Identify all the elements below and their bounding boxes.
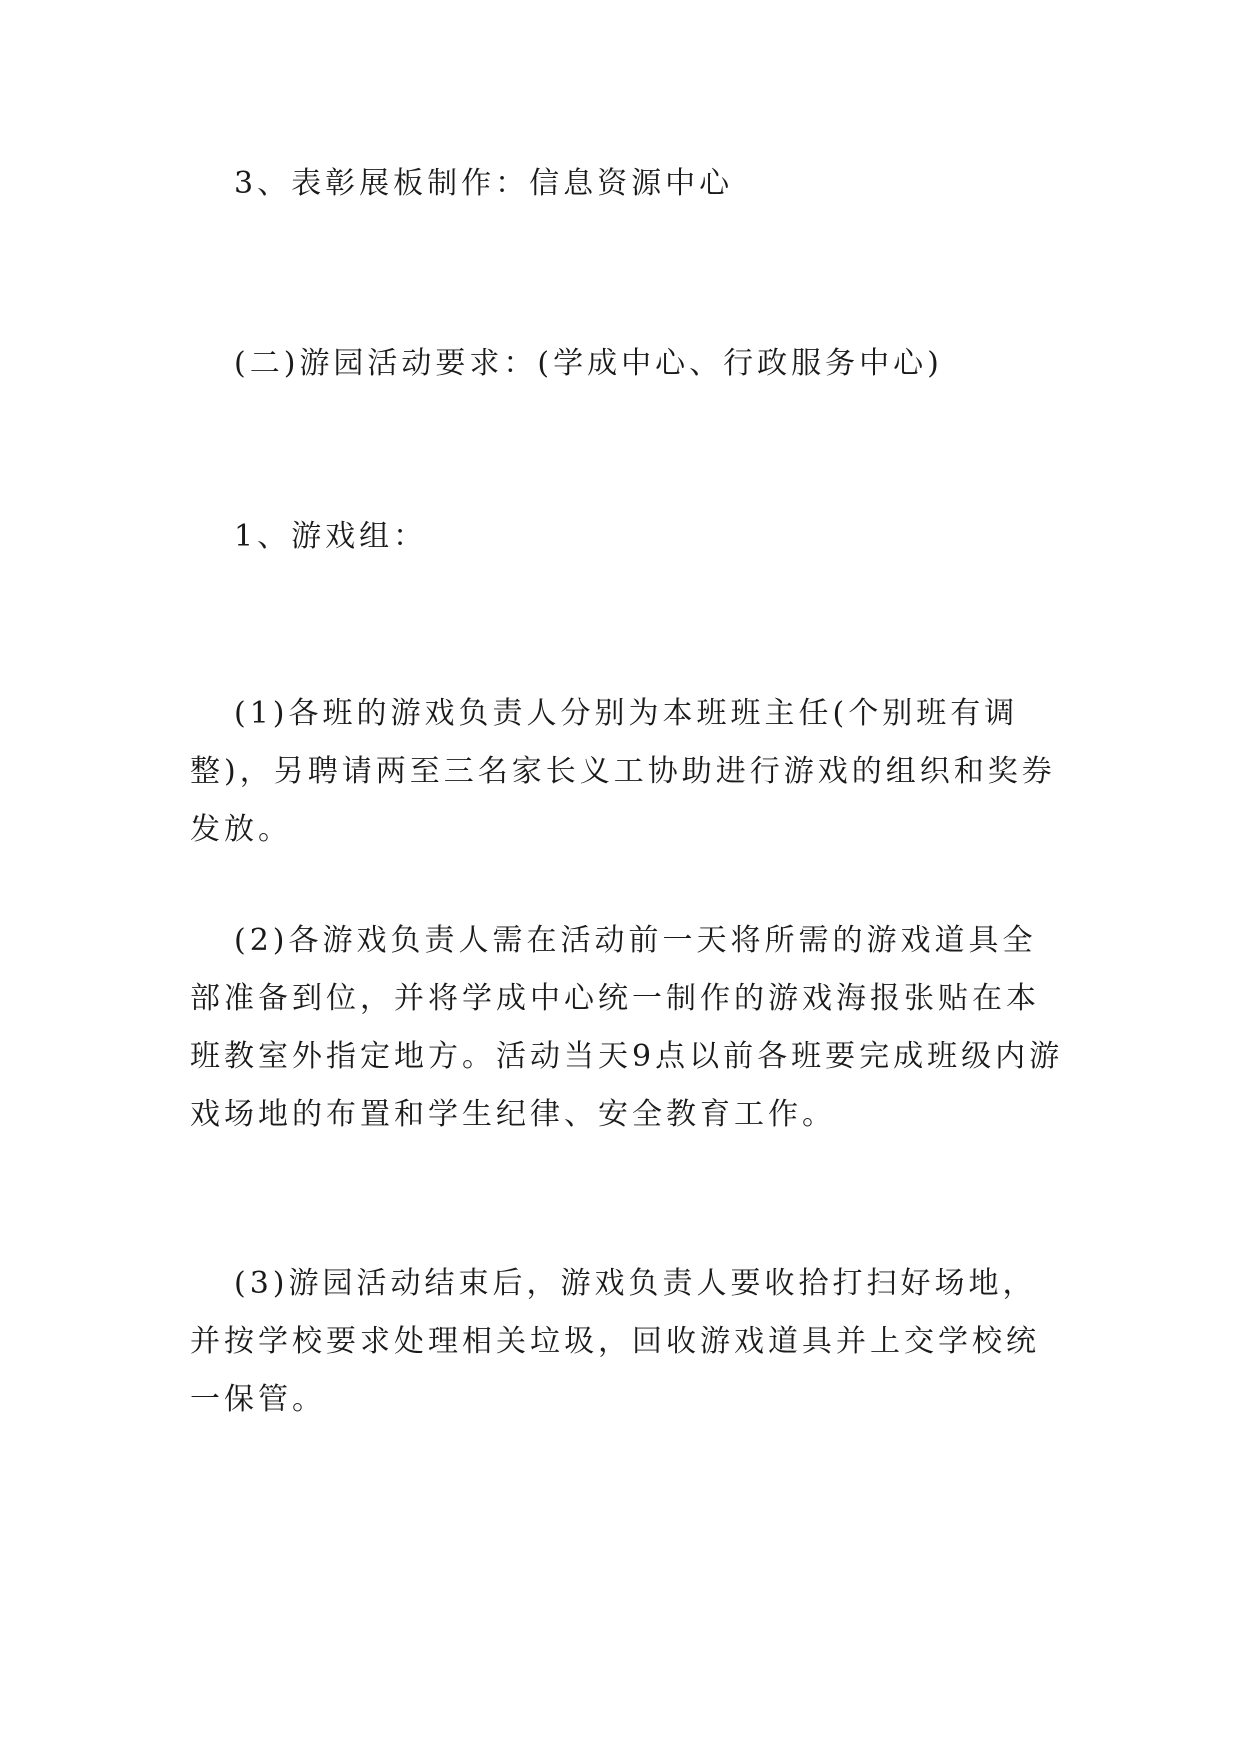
paragraph-board-production: 3、表彰展板制作：信息资源中心 <box>234 166 734 201</box>
paragraph-game-group-heading: 1、游戏组： <box>234 519 428 554</box>
paragraph-item-2: (2)各游戏负责人需在活动前一天将所需的游戏道具全部准备到位，并将学成中心统一制作的游戏海报张贴在本班教室外指定地方。活动当天9点以前各班要完成班级内游戏场地的布置和学生纪律、安全教育工作。 <box>190 923 1064 1132</box>
paragraph-item-3: (3)游园活动结束后，游戏负责人要收拾打扫好场地，并按学校要求处理相关垃圾，回收游戏道具并上交学校统一保管。 <box>190 1266 1040 1417</box>
paragraph-garden-activity-heading: (二)游园活动要求：(学成中心、行政服务中心) <box>234 346 943 381</box>
paragraph-item-1: (1)各班的游戏负责人分别为本班班主任(个别班有调整)，另聘请两至三名家长义工协助进行游戏的组织和奖券发放。 <box>190 696 1056 847</box>
